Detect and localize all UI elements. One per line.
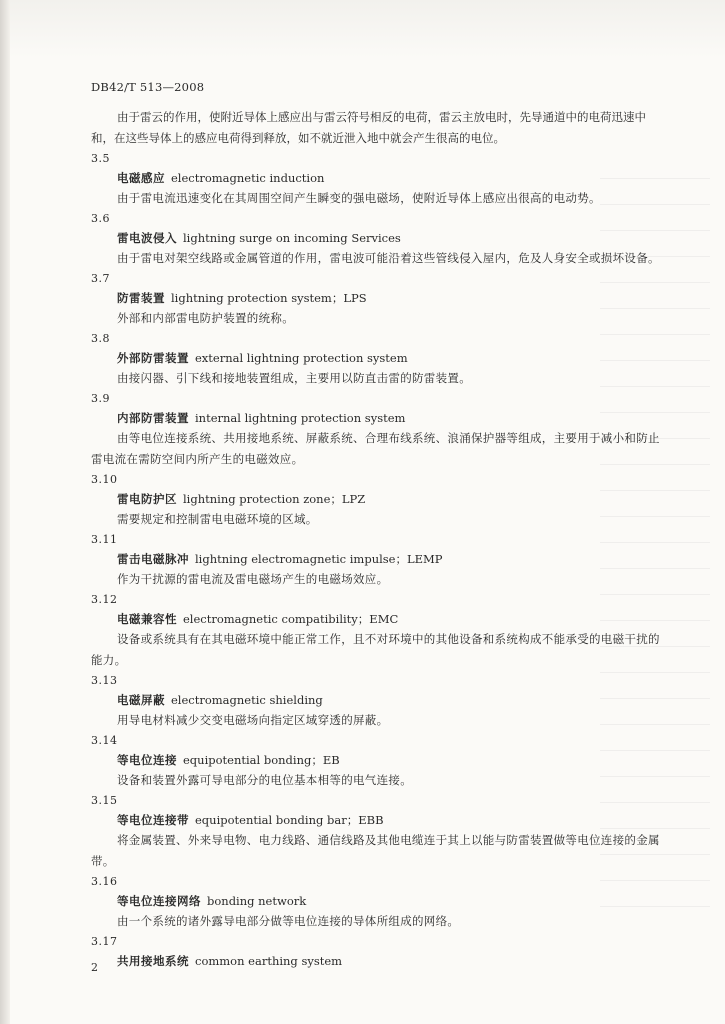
term-zh: 防雷装置 [117,291,165,305]
term-en: equipotential bonding bar；EBB [195,813,384,827]
term-definition: 由一个系统的诸外露导电部分做等电位连接的导体所组成的网络。 [117,914,460,928]
term-definition: 作为干扰源的雷电流及雷电磁场产生的电磁场效应。 [117,572,389,586]
term-definition: 用导电材料减少交变电磁场向指定区域穿透的屏蔽。 [117,713,389,727]
term-zh: 雷电波侵入 [117,231,177,245]
term-en: internal lightning protection system [195,411,406,425]
term-zh: 外部防雷装置 [117,351,189,365]
term-en: external lightning protection system [195,351,408,365]
term-entry-3-5 [91,151,661,209]
term-entry-3-12 [91,592,661,671]
term-definition: 外部和内部雷电防护装置的统称。 [117,311,294,325]
term-heading [91,550,661,569]
term-en: lightning protection system；LPS [171,291,367,305]
term-entry-3-10 [91,472,661,530]
term-zh: 雷击电磁脉冲 [117,552,189,566]
term-heading [91,751,661,770]
clause-number: 3.14 [91,734,118,747]
term-heading [91,892,661,911]
term-en: bonding network [207,894,307,908]
term-zh: 等电位连接网络 [117,894,201,908]
term-en: lightning electromagnetic impulse；LEMP [195,552,443,566]
term-entry-3-16 [91,874,661,932]
page-edge [0,0,10,1024]
document-code: DB42/T 513—2008 [91,80,205,94]
term-en: electromagnetic shielding [171,693,323,707]
term-zh: 共用接地系统 [117,954,189,968]
term-heading [91,952,661,971]
term-zh: 电磁兼容性 [117,612,177,626]
clause-number: 3.10 [91,473,118,486]
term-heading [91,289,661,308]
term-entry-3-14 [91,733,661,791]
clause-number: 3.5 [91,152,110,165]
scan-shadow [0,0,725,58]
term-definition: 将金属装置、外来导电物、电力线路、通信线路及其他电缆连于其上以能与防雷装置做等电位连接的金属带。 [91,833,660,868]
term-zh: 内部防雷装置 [117,411,189,425]
term-entry-3-11 [91,532,661,590]
clause-number: 3.12 [91,593,118,606]
term-entry-3-8 [91,331,661,389]
term-definition: 由接闪器、引下线和接地装置组成，主要用以防直击雷的防雷装置。 [117,371,471,385]
term-definition: 需要规定和控制雷电电磁环境的区域。 [117,512,318,526]
page-number: 2 [91,961,98,974]
term-entry-3-9 [91,391,661,470]
clause-number: 3.17 [91,935,118,948]
term-definition: 由于雷电流迅速变化在其周围空间产生瞬变的强电磁场，使附近导体上感应出很高的电动势。 [117,191,601,205]
term-definition: 设备和装置外露可导电部分的电位基本相等的电气连接。 [117,773,412,787]
term-heading [91,610,661,629]
term-en: lightning protection zone；LPZ [183,492,366,506]
term-heading [91,409,661,428]
clause-number: 3.16 [91,875,118,888]
term-entry-3-6 [91,211,661,269]
term-en: electromagnetic induction [171,171,325,185]
term-heading [91,811,661,830]
term-heading [91,490,661,509]
term-list [91,107,661,971]
term-en: electromagnetic compatibility；EMC [183,612,399,626]
term-definition: 由于雷电对架空线路或金属管道的作用，雷电波可能沿着这些管线侵入屋内，危及人身安全或损坏设备。 [117,251,660,265]
clause-number: 3.15 [91,794,118,807]
term-en: common earthing system [195,954,343,968]
term-zh: 电磁感应 [117,171,165,185]
term-heading [91,691,661,710]
term-definition: 设备或系统具有在其电磁环境中能正常工作，且不对环境中的其他设备和系统构成不能承受的电磁干扰的能力。 [91,632,660,667]
term-zh: 等电位连接 [117,753,177,767]
term-entry-3-17 [91,934,661,971]
term-zh: 等电位连接带 [117,813,189,827]
term-entry-3-13 [91,673,661,731]
continued-paragraph: 由于雷云的作用，使附近导体上感应出与雷云符号相反的电荷，雷云主放电时，先导通道中的电荷迅速中和，在这些导体上的感应电荷得到释放，如不就近泄入地中就会产生很高的电位。 [91,110,646,145]
term-en: lightning surge on incoming Services [183,231,401,245]
clause-number: 3.6 [91,212,110,225]
clause-number: 3.8 [91,332,110,345]
term-en: equipotential bonding；EB [183,753,340,767]
clause-number: 3.13 [91,674,118,687]
term-heading [91,229,661,248]
term-definition: 由等电位连接系统、共用接地系统、屏蔽系统、合理布线系统、浪涌保护器等组成，主要用于减小和防止雷电流在需防空间内所产生的电磁效应。 [91,431,660,466]
term-entry-3-15 [91,793,661,872]
clause-number: 3.9 [91,392,110,405]
term-entry-3-7 [91,271,661,329]
term-heading [91,169,661,188]
clause-number: 3.11 [91,533,118,546]
term-zh: 雷电防护区 [117,492,177,506]
clause-number: 3.7 [91,272,110,285]
term-heading [91,349,661,368]
term-zh: 电磁屏蔽 [117,693,165,707]
